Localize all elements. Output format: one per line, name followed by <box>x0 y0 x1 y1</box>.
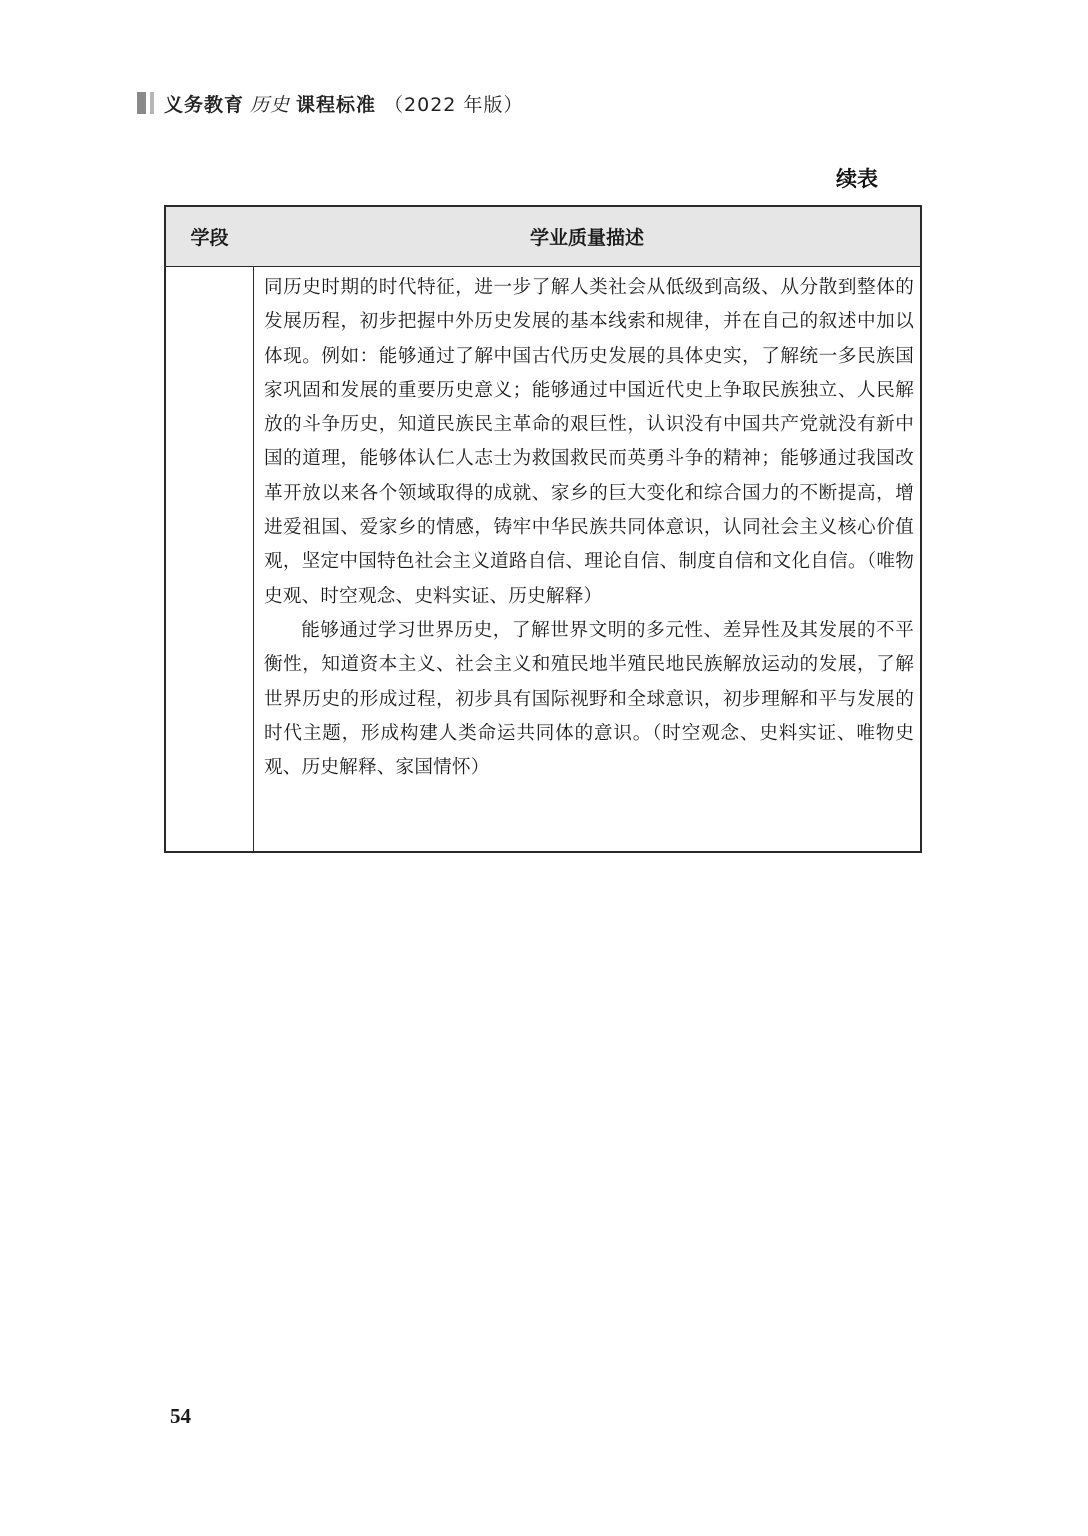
header-cell-description: 学业质量描述 <box>529 227 644 249</box>
header-title-suffix: 课程标准 <box>296 93 377 116</box>
header-bar-icon <box>137 92 154 114</box>
continued-label: 续表 <box>836 167 878 191</box>
description-cell <box>264 271 914 785</box>
description-paragraph-2: 能够通过学习世界历史，了解世界文明的多元性、差异性及其发展的不平衡性，知道资本主义、社会主义和殖民地半殖民地民族解放运动的发展，了解世界历史的形成过程，初步具有国际视野和全球意识，初步理解和平与发展的时代主题，形成构建人类命运共同体的意识。（时空观念、史料实证、唯物史观、历史解释、家国情怀） <box>264 619 914 779</box>
header-edition: （2022 年版） <box>384 93 524 116</box>
running-header <box>137 90 523 116</box>
quality-table <box>164 205 922 853</box>
header-subject: 历史 <box>250 93 291 116</box>
header-title-prefix: 义务教育 <box>164 93 245 116</box>
header-title <box>164 90 523 117</box>
page-number: 54 <box>170 1404 191 1428</box>
header-cell-stage: 学段 <box>190 227 229 249</box>
description-paragraph-1: 同历史时期的时代特征，进一步了解人类社会从低级到高级、从分散到整体的发展历程，初步把握中外历史发展的基本线索和规律，并在自己的叙述中加以体现。例如：能够通过了解中国古代历史发展的具体史实，了解统一多民族国家巩固和发展的重要历史意义；能够通过中国近代史上争取民族独立、人民解放的斗争历史，知道民族民主革命的艰巨性，认识没有中国共产党就没有新中国的道理，能够体认仁人志士为救国救民而英勇斗争的精神；能够通过我国改革开放以来各个领域取得的成就、家乡的巨大变化和综合国力的不断提高，增进爱祖国、爱家乡的情感，铸牢中华民族共同体意识，认同社会主义核心价值观，坚定中国特色社会主义道路自信、理论自信、制度自信和文化自信。（唯物史观、时空观念、史料实证、历史解释） <box>264 277 914 607</box>
table-header-row <box>166 207 920 267</box>
column-divider <box>253 207 254 851</box>
